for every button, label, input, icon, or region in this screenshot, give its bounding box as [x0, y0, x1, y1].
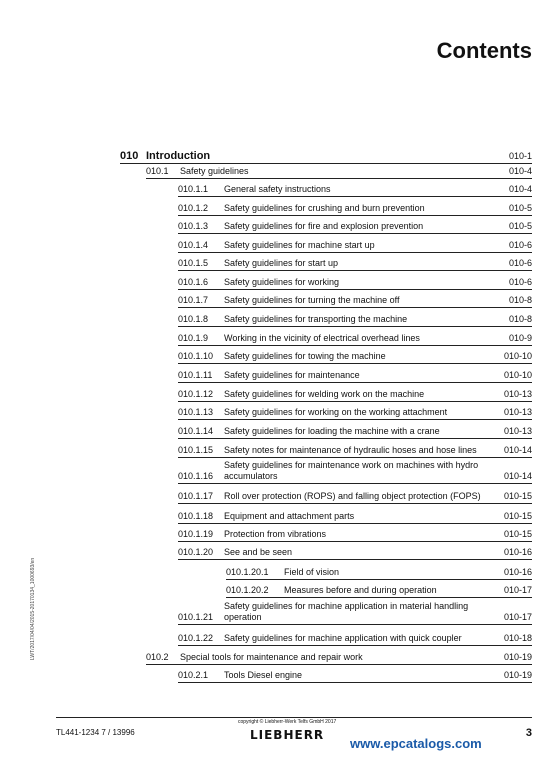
toc-entry-row[interactable]: [178, 601, 532, 625]
toc-title: Roll over protection (ROPS) and falling object protection (FOPS): [224, 491, 481, 501]
toc-number: 010.1.3: [178, 221, 209, 231]
toc-entry-row[interactable]: [178, 491, 532, 504]
toc-entry-row[interactable]: [226, 585, 532, 598]
toc-title: Safety guidelines for crushing and burn prevention: [224, 203, 425, 213]
toc-entry-row[interactable]: [178, 670, 532, 683]
toc-title: Safety guidelines for working on the working attachment: [224, 407, 448, 417]
toc-entry-row[interactable]: [178, 460, 532, 484]
toc-entry-row[interactable]: [178, 370, 532, 383]
toc-number: 010.1.19: [178, 529, 214, 539]
toc-entry-row[interactable]: [178, 277, 532, 290]
toc-entry-row[interactable]: [178, 445, 532, 458]
toc-page-ref: 010-17: [503, 585, 532, 595]
footer-divider: [56, 717, 532, 718]
toc-page-ref: 010-15: [503, 511, 532, 521]
toc-entry-row[interactable]: [178, 529, 532, 542]
toc-number: 010.1.20: [178, 547, 214, 557]
toc-number: 010.1.13: [178, 407, 214, 417]
toc-number: 010.1.20.1: [226, 567, 269, 577]
toc-title: Safety guidelines for turning the machine off: [224, 295, 400, 305]
toc-title: Safety guidelines for machine application with quick coupler: [224, 633, 462, 643]
toc-title: Protection from vibrations: [224, 529, 327, 539]
toc-entry-row[interactable]: [178, 314, 532, 327]
toc-page-ref: 010-1: [508, 151, 532, 161]
toc-title: Safety guidelines for fire and explosion prevention: [224, 221, 424, 231]
toc-page-ref: 010-13: [503, 407, 532, 417]
side-document-code: LWT/2017/04/04/2015-20170134_1000693/en: [30, 557, 36, 660]
toc-number: 010.1.17: [178, 491, 214, 501]
toc-page-ref: 010-13: [503, 389, 532, 399]
toc-entry-row[interactable]: [178, 184, 532, 197]
toc-page-ref: 010-14: [503, 445, 532, 455]
toc-number: 010.1.7: [178, 295, 209, 305]
toc-number: 010.1.1: [178, 184, 209, 194]
toc-page-ref: 010-16: [503, 547, 532, 557]
toc-page-ref: 010-14: [503, 471, 532, 481]
watermark-link[interactable]: www.epcatalogs.com: [350, 736, 482, 751]
toc-page-ref: 010-18: [503, 633, 532, 643]
toc-page-ref: 010-9: [508, 333, 532, 343]
toc-number: 010.1.15: [178, 445, 214, 455]
toc-number: 010.1.11: [178, 370, 213, 380]
toc-entry-row[interactable]: [146, 652, 532, 665]
toc-entry-row[interactable]: [178, 351, 532, 364]
document-code: TL441-1234 7 / 13996: [56, 728, 135, 737]
toc-entry-row[interactable]: [178, 511, 532, 524]
toc-entry-row[interactable]: [178, 221, 532, 234]
toc-number: 010.2: [146, 652, 169, 662]
toc-entry-row[interactable]: [178, 295, 532, 308]
toc-title: Equipment and attachment parts: [224, 511, 355, 521]
toc-title: Safety guidelines for transporting the machine: [224, 314, 408, 324]
toc-entry-row[interactable]: [178, 547, 532, 560]
toc-number: 010.1.21: [178, 612, 214, 622]
toc-number: 010.1.18: [178, 511, 214, 521]
toc-title: Special tools for maintenance and repair work: [180, 652, 363, 662]
toc-title: Safety guidelines: [180, 166, 249, 176]
toc-entry-row[interactable]: [178, 389, 532, 402]
toc-title: Measures before and during operation: [284, 585, 437, 595]
toc-page-ref: 010-17: [503, 612, 532, 622]
toc-number: 010.1.16: [178, 471, 214, 481]
toc-entry-row[interactable]: [226, 567, 532, 580]
toc-title: See and be seen: [224, 547, 293, 557]
toc-title: Safety guidelines for loading the machine with a crane: [224, 426, 440, 436]
toc-title: Safety guidelines for start up: [224, 258, 339, 268]
toc-page-ref: 010-10: [503, 351, 532, 361]
toc-page-ref: 010-8: [508, 314, 532, 324]
toc-entry-row[interactable]: [178, 333, 532, 346]
toc-page-ref: 010-8: [508, 295, 532, 305]
toc-page-ref: 010-6: [508, 258, 532, 268]
toc-entry-row[interactable]: [178, 240, 532, 253]
toc-page-ref: 010-10: [503, 370, 532, 380]
toc-title: Safety guidelines for working: [224, 277, 340, 287]
toc-page-ref: 010-6: [508, 240, 532, 250]
toc-page-ref: 010-4: [508, 184, 532, 194]
toc-page-ref: 010-16: [503, 567, 532, 577]
toc-number: 010.1.20.2: [226, 585, 269, 595]
toc-number: 010.1.9: [178, 333, 209, 343]
toc-number: 010.2.1: [178, 670, 209, 680]
toc-entry-row[interactable]: [178, 633, 532, 646]
toc-entry-row[interactable]: [178, 258, 532, 271]
liebherr-logo: LIEBHERR: [250, 728, 325, 742]
toc-number: 010.1.14: [178, 426, 214, 436]
toc-entry-row[interactable]: [178, 426, 532, 439]
toc-number: 010.1.10: [178, 351, 214, 361]
toc-page-ref: 010-4: [508, 166, 532, 176]
toc-number: 010.1.6: [178, 277, 209, 287]
toc-page-ref: 010-5: [508, 221, 532, 231]
toc-page-ref: 010-15: [503, 529, 532, 539]
page-title: Contents: [436, 38, 532, 63]
toc-title: Safety guidelines for maintenance: [224, 370, 360, 380]
toc-page-ref: 010-13: [503, 426, 532, 436]
toc-title: Tools Diesel engine: [224, 670, 303, 680]
toc-page-ref: 010-19: [503, 670, 532, 680]
toc-title: Safety guidelines for towing the machine: [224, 351, 386, 361]
toc-number: 010.1.22: [178, 633, 214, 643]
toc-page-ref: 010-6: [508, 277, 532, 287]
toc-entry-row[interactable]: [146, 166, 532, 179]
toc-number: 010.1.4: [178, 240, 209, 250]
toc-title: Safety guidelines for maintenance work on machines with hydro accumulators: [224, 460, 479, 481]
toc-number: 010: [120, 150, 139, 162]
toc-page-ref: 010-5: [508, 203, 532, 213]
copyright-notice: copyright © Liebherr-Werk Telfs GmbH 2017: [238, 719, 337, 725]
toc-title: Safety guidelines for machine start up: [224, 240, 375, 250]
toc-chapter-row[interactable]: [120, 148, 532, 164]
toc-page-ref: 010-15: [503, 491, 532, 501]
toc-number: 010.1.12: [178, 389, 214, 399]
toc-number: 010.1.2: [178, 203, 209, 213]
toc-entry-row[interactable]: [178, 203, 532, 216]
toc-title: General safety instructions: [224, 184, 331, 194]
toc-title: Working in the vicinity of electrical overhead lines: [224, 333, 420, 343]
toc-number: 010.1.8: [178, 314, 209, 324]
toc-title: Safety guidelines for machine application in material handling operation: [224, 601, 469, 622]
toc-title: Safety notes for maintenance of hydraulic hoses and hose lines: [224, 445, 477, 455]
toc-number: 010.1: [146, 166, 169, 176]
toc-title: Safety guidelines for welding work on the machine: [224, 389, 425, 399]
toc-page-ref: 010-19: [503, 652, 532, 662]
toc-entry-row[interactable]: [178, 407, 532, 420]
toc-number: 010.1.5: [178, 258, 209, 268]
page-number: 3: [525, 727, 532, 739]
toc-title: Field of vision: [284, 567, 340, 577]
toc-title: Introduction: [146, 150, 211, 162]
